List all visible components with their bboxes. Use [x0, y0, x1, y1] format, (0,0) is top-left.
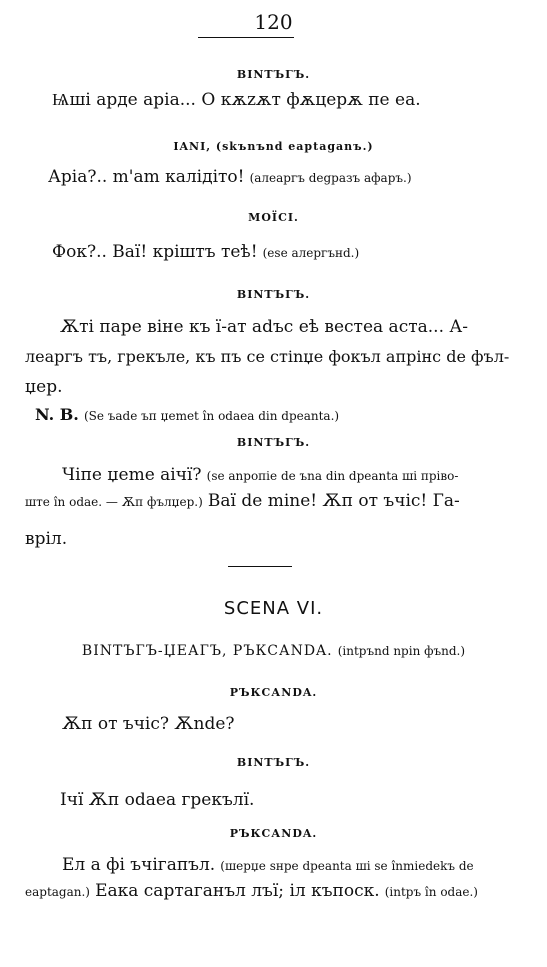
dialogue-line: Ічї Ѫп odaea грекълї. [60, 790, 255, 810]
dialogue-line: Ѩші арде аріа... О кѫzѫт фѫцерѫ пе еа. [52, 90, 421, 110]
characters-text: BINTЪГЪ-ЏЕАГЪ, РЪКСАNDA. [81, 643, 333, 659]
stage-direction: (алеаргъ degразъ афаръ.) [249, 171, 412, 185]
speaker-label: BINTЪГЪ. [236, 436, 311, 449]
scene-characters [0, 640, 547, 659]
stage-direction: (Se ъаdе ъп џеmet în odaea din dpeanta.) [83, 409, 340, 423]
speaker-label: IANI, (skъnъnd eaptaganъ.) [173, 140, 374, 153]
stage-direction: (intpъ în odae.) [384, 885, 478, 899]
stage-direction: (ese алергънd.) [262, 246, 360, 260]
dialogue-line: леаргъ тъ, грекъле, къ пъ се стіnџе фокъл апрінс de фъл- [25, 347, 510, 366]
dialogue-text: Еака сартаганъл лъї; іл къпоск. [95, 881, 380, 901]
stage-direction: ште în odae. — Ѫп фълџер.) [25, 495, 203, 509]
speaker-label: РЪКСАNDA. [229, 827, 318, 840]
dialogue-line [48, 167, 412, 187]
dialogue-text: Ваї de mine! Ѫп от ъчіс! Га- [207, 491, 460, 511]
stage-direction: eaptagan.) [25, 885, 90, 899]
dialogue-line: Ѫті паре віне къ ї-ат adъс еѣ вестеа аста... А- [60, 317, 468, 337]
section-rule [228, 566, 292, 567]
dialogue-line: Ѫп от ъчіс? Ѫnde? [62, 714, 235, 734]
dialogue-text: Фок?.. Ваї! кріштъ теѣ! [52, 242, 258, 262]
scene-heading: SCENA VI. [223, 598, 324, 619]
dialogue-text: Аріа?.. m'am калідіто! [48, 167, 245, 187]
dialogue-line: џер. [25, 377, 63, 397]
speaker-label: BINTЪГЪ. [236, 756, 311, 769]
dialogue-text: Ел а фі ъчігапъл. [62, 855, 216, 875]
stage-direction: (intpъnd npin фъnd.) [337, 644, 466, 658]
dialogue-line [62, 465, 458, 485]
dialogue-text: Чіпе џеmе аічї? [62, 465, 202, 485]
nota-bene [35, 405, 339, 424]
dialogue-line [25, 491, 460, 511]
stage-direction: (se аnропіе de ъnа din dpeanta ші прівo- [206, 469, 459, 483]
speaker-label: BINTЪГЪ. [236, 288, 311, 301]
speaker-label: РЪКСАNDA. [229, 686, 318, 699]
dialogue-line [25, 881, 478, 901]
dialogue-line [62, 855, 474, 875]
dialogue-line [52, 242, 359, 262]
stage-direction: (шерџе sнре dpeanta ші se înmiedekъ de [220, 859, 474, 873]
page-number: 120 [254, 10, 293, 34]
speaker-label: МОЇСІ. [248, 211, 299, 224]
header-rule [198, 37, 294, 38]
nb-label: N. B. [35, 405, 79, 424]
dialogue-line: вріл. [25, 529, 68, 549]
speaker-label: BINTЪГЪ. [236, 68, 311, 81]
